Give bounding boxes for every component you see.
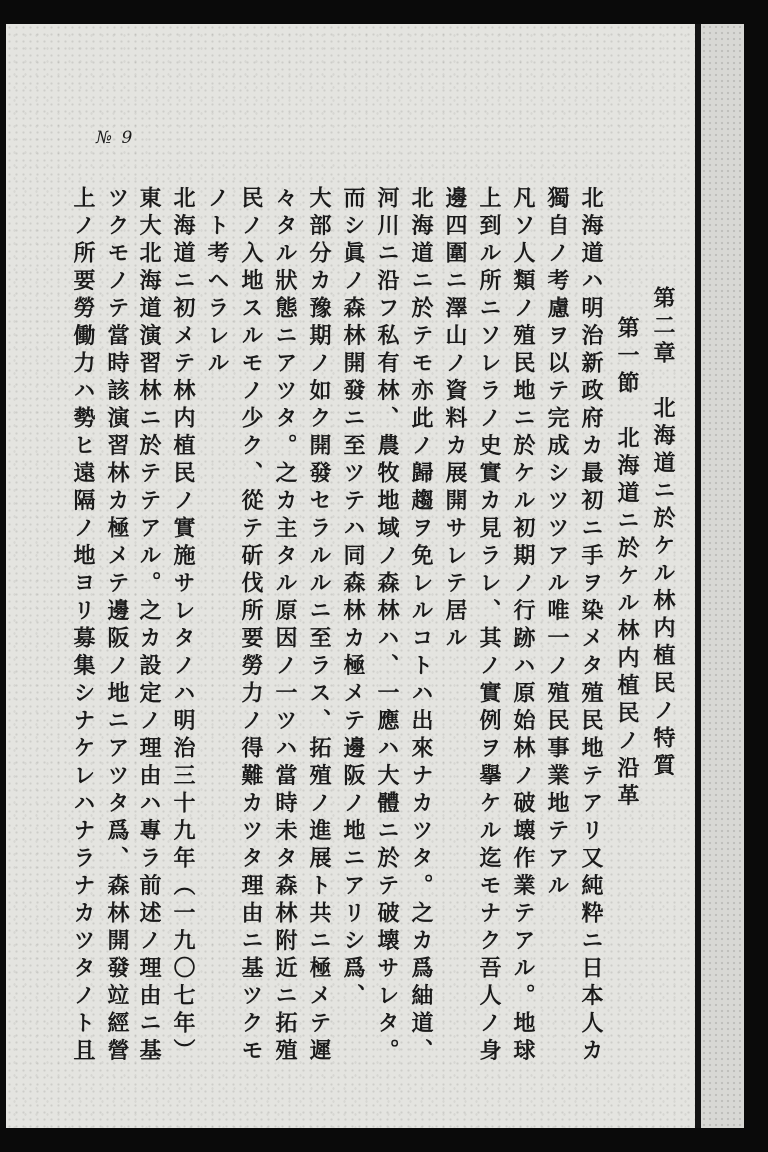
text-column: ツクモノテ當時該演習林カ極メテ邊阪ノ地ニアツタ爲、森林開發竝經營 [104,186,130,1066]
section-title: 第一節 北海道ニ於ケル林内植民ノ沿革 [614,316,640,811]
text-column: 大部分カ豫期ノ如ク開發セラルルニ至ラス、拓殖ノ進展ト共ニ極メテ遲 [306,186,332,1066]
document-page [6,24,744,1128]
text-column: 北海道ハ明治新政府カ最初ニ手ヲ染メタ殖民地テアリ又純粋ニ日本人カ [578,186,604,1066]
text-column: 凡ソ人類ノ殖民地ニ於ケル初期ノ行跡ハ原始林ノ破壊作業テアル。地球 [510,186,536,1066]
text-column: 上到ル所ニソレラノ史實カ見ラレ、其ノ實例ヲ擧ケル迄モナク吾人ノ身 [476,186,502,1066]
text-column: ノト考ヘラレル [204,186,230,379]
text-column: 東大北海道演習林ニ於テテアル。之カ設定ノ理由ハ專ラ前述ノ理由ニ基 [136,186,162,1066]
text-column: 獨自ノ考慮ヲ以テ完成シツツアル唯一ノ殖民事業地テアル [544,186,570,901]
text-column: 河川ニ沿フ私有林、農牧地域ノ森林ハ、一應ハ大體ニ於テ破壊サレタ。 [374,186,400,1066]
text-column: 北海道ニ初メテ林内植民ノ實施サレタノハ明治三十九年（一九〇七年） [170,186,196,1066]
text-column: 々タル狀態ニアツタ。之カ主タル原因ノ一ツハ當時未タ森林附近ニ拓殖 [272,186,298,1066]
text-column: 民ノ入地スルモノ少ク、從テ斫伐所要勞力ノ得難カツタ理由ニ基ツクモ [238,186,264,1066]
next-page-edge [701,24,744,1128]
text-column: 邊四圍ニ澤山ノ資料カ展開サレテ居ル [442,186,468,654]
vertical-text-body [70,164,684,1066]
text-column: 上ノ所要勞働力ハ勢ヒ遠隔ノ地ヨリ募集シナケレハナラナカツタノト且 [70,186,96,1066]
page-number: № 9 [96,128,135,148]
text-column: 北海道ニ於テモ亦此ノ歸趨ヲ免レルコトハ出來ナカツタ。之カ爲紬道、 [408,186,434,1066]
chapter-title: 第二章 北海道ニ於ケル林内植民ノ特質 [650,286,676,781]
text-column: 而シ眞ノ森林開發ニ至ツテハ同森林カ極メテ邊阪ノ地ニアリシ爲、 [340,186,366,1011]
